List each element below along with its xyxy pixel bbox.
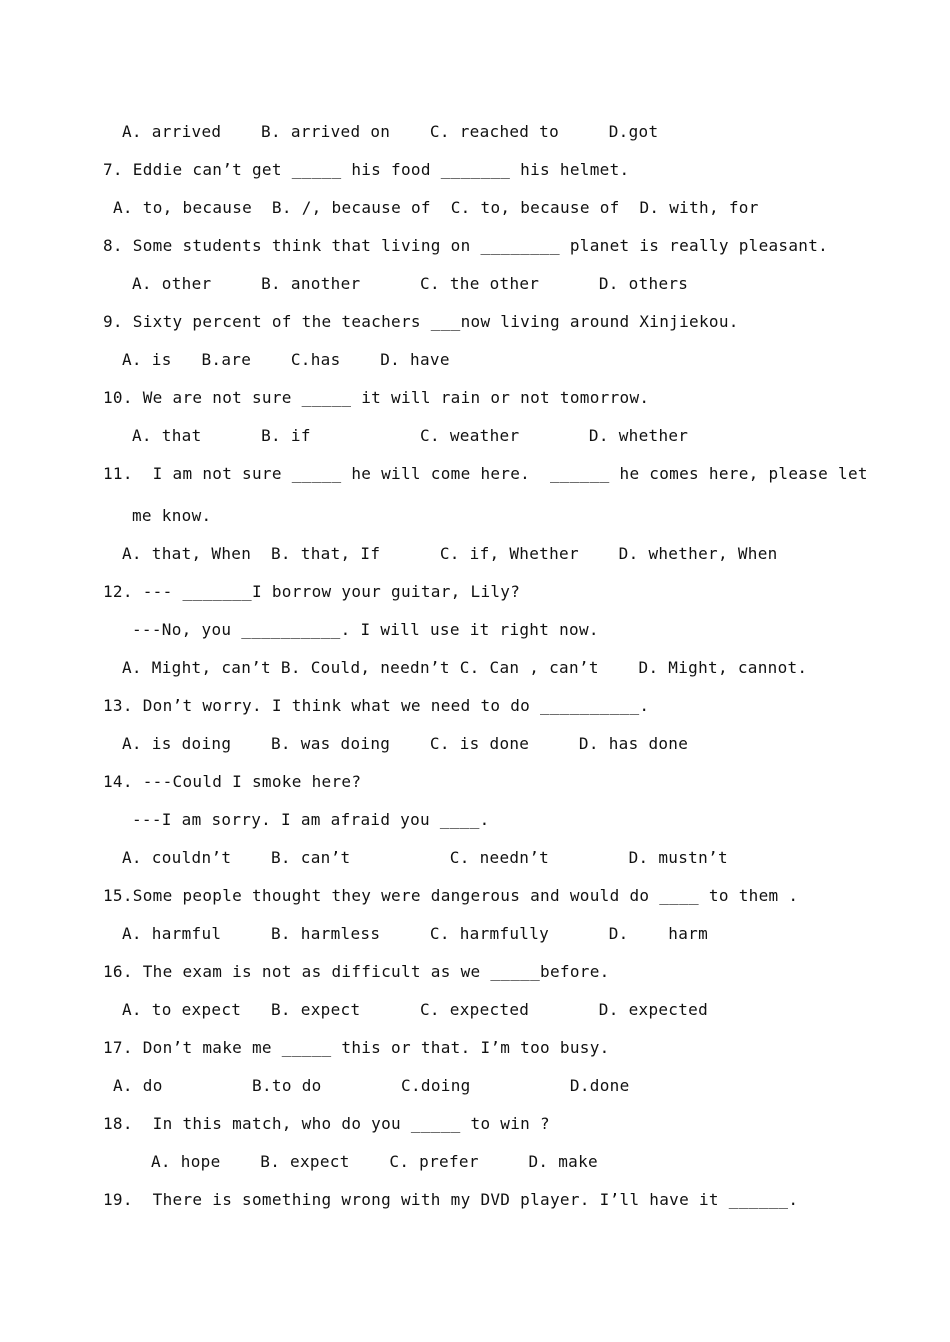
q14-response: ---I am sorry. I am afraid you ____.: [132, 810, 490, 829]
q18-question: 18. In this match, who do you _____ to win ?: [103, 1114, 550, 1133]
q11-question-continued: me know.: [132, 506, 212, 525]
q9-options: A. is B.are C.has D. have: [122, 350, 450, 369]
q16-options: A. to expect B. expect C. expected D. expected: [122, 1000, 709, 1019]
q8-question: 8. Some students think that living on ________ planet is really pleasant.: [103, 236, 829, 255]
q18-options: A. hope B. expect C. prefer D. make: [151, 1152, 598, 1171]
q13-question: 13. Don’t worry. I think what we need to do __________.: [103, 696, 650, 715]
q12-options: A. Might, can’t B. Could, needn’t C. Can , can’t D. Might, cannot.: [122, 658, 808, 677]
q19-question: 19. There is something wrong with my DVD player. I’ll have it ______.: [103, 1190, 799, 1209]
q15-question: 15.Some people thought they were dangerous and would do ____ to them .: [103, 886, 799, 905]
q16-question: 16. The exam is not as difficult as we _____before.: [103, 962, 610, 981]
q9-question: 9. Sixty percent of the teachers ___now living around Xinjiekou.: [103, 312, 739, 331]
q13-options: A. is doing B. was doing C. is done D. has done: [122, 734, 689, 753]
q11-options: A. that, When B. that, If C. if, Whether D. whether, When: [122, 544, 778, 563]
q10-options: A. that B. if C. weather D. whether: [132, 426, 689, 445]
q17-question: 17. Don’t make me _____ this or that. I’m too busy.: [103, 1038, 610, 1057]
q7-question: 7. Eddie can’t get _____ his food _______ his helmet.: [103, 160, 630, 179]
q14-options: A. couldn’t B. can’t C. needn’t D. mustn’t: [122, 848, 728, 867]
q6-options: A. arrived B. arrived on C. reached to D.got: [122, 122, 659, 141]
q17-options: A. do B.to do C.doing D.done: [113, 1076, 630, 1095]
q8-options: A. other B. another C. the other D. others: [132, 274, 689, 293]
q14-question: 14. ---Could I smoke here?: [103, 772, 362, 791]
q15-options: A. harmful B. harmless C. harmfully D. harm: [122, 924, 709, 943]
q12-question: 12. --- _______I borrow your guitar, Lily?: [103, 582, 521, 601]
q11-question: 11. I am not sure _____ he will come here. ______ he comes here, please let: [103, 464, 868, 483]
q7-options: A. to, because B. /, because of C. to, because of D. with, for: [113, 198, 759, 217]
q12-response: ---No, you __________. I will use it right now.: [132, 620, 599, 639]
q10-question: 10. We are not sure _____ it will rain or not tomorrow.: [103, 388, 650, 407]
